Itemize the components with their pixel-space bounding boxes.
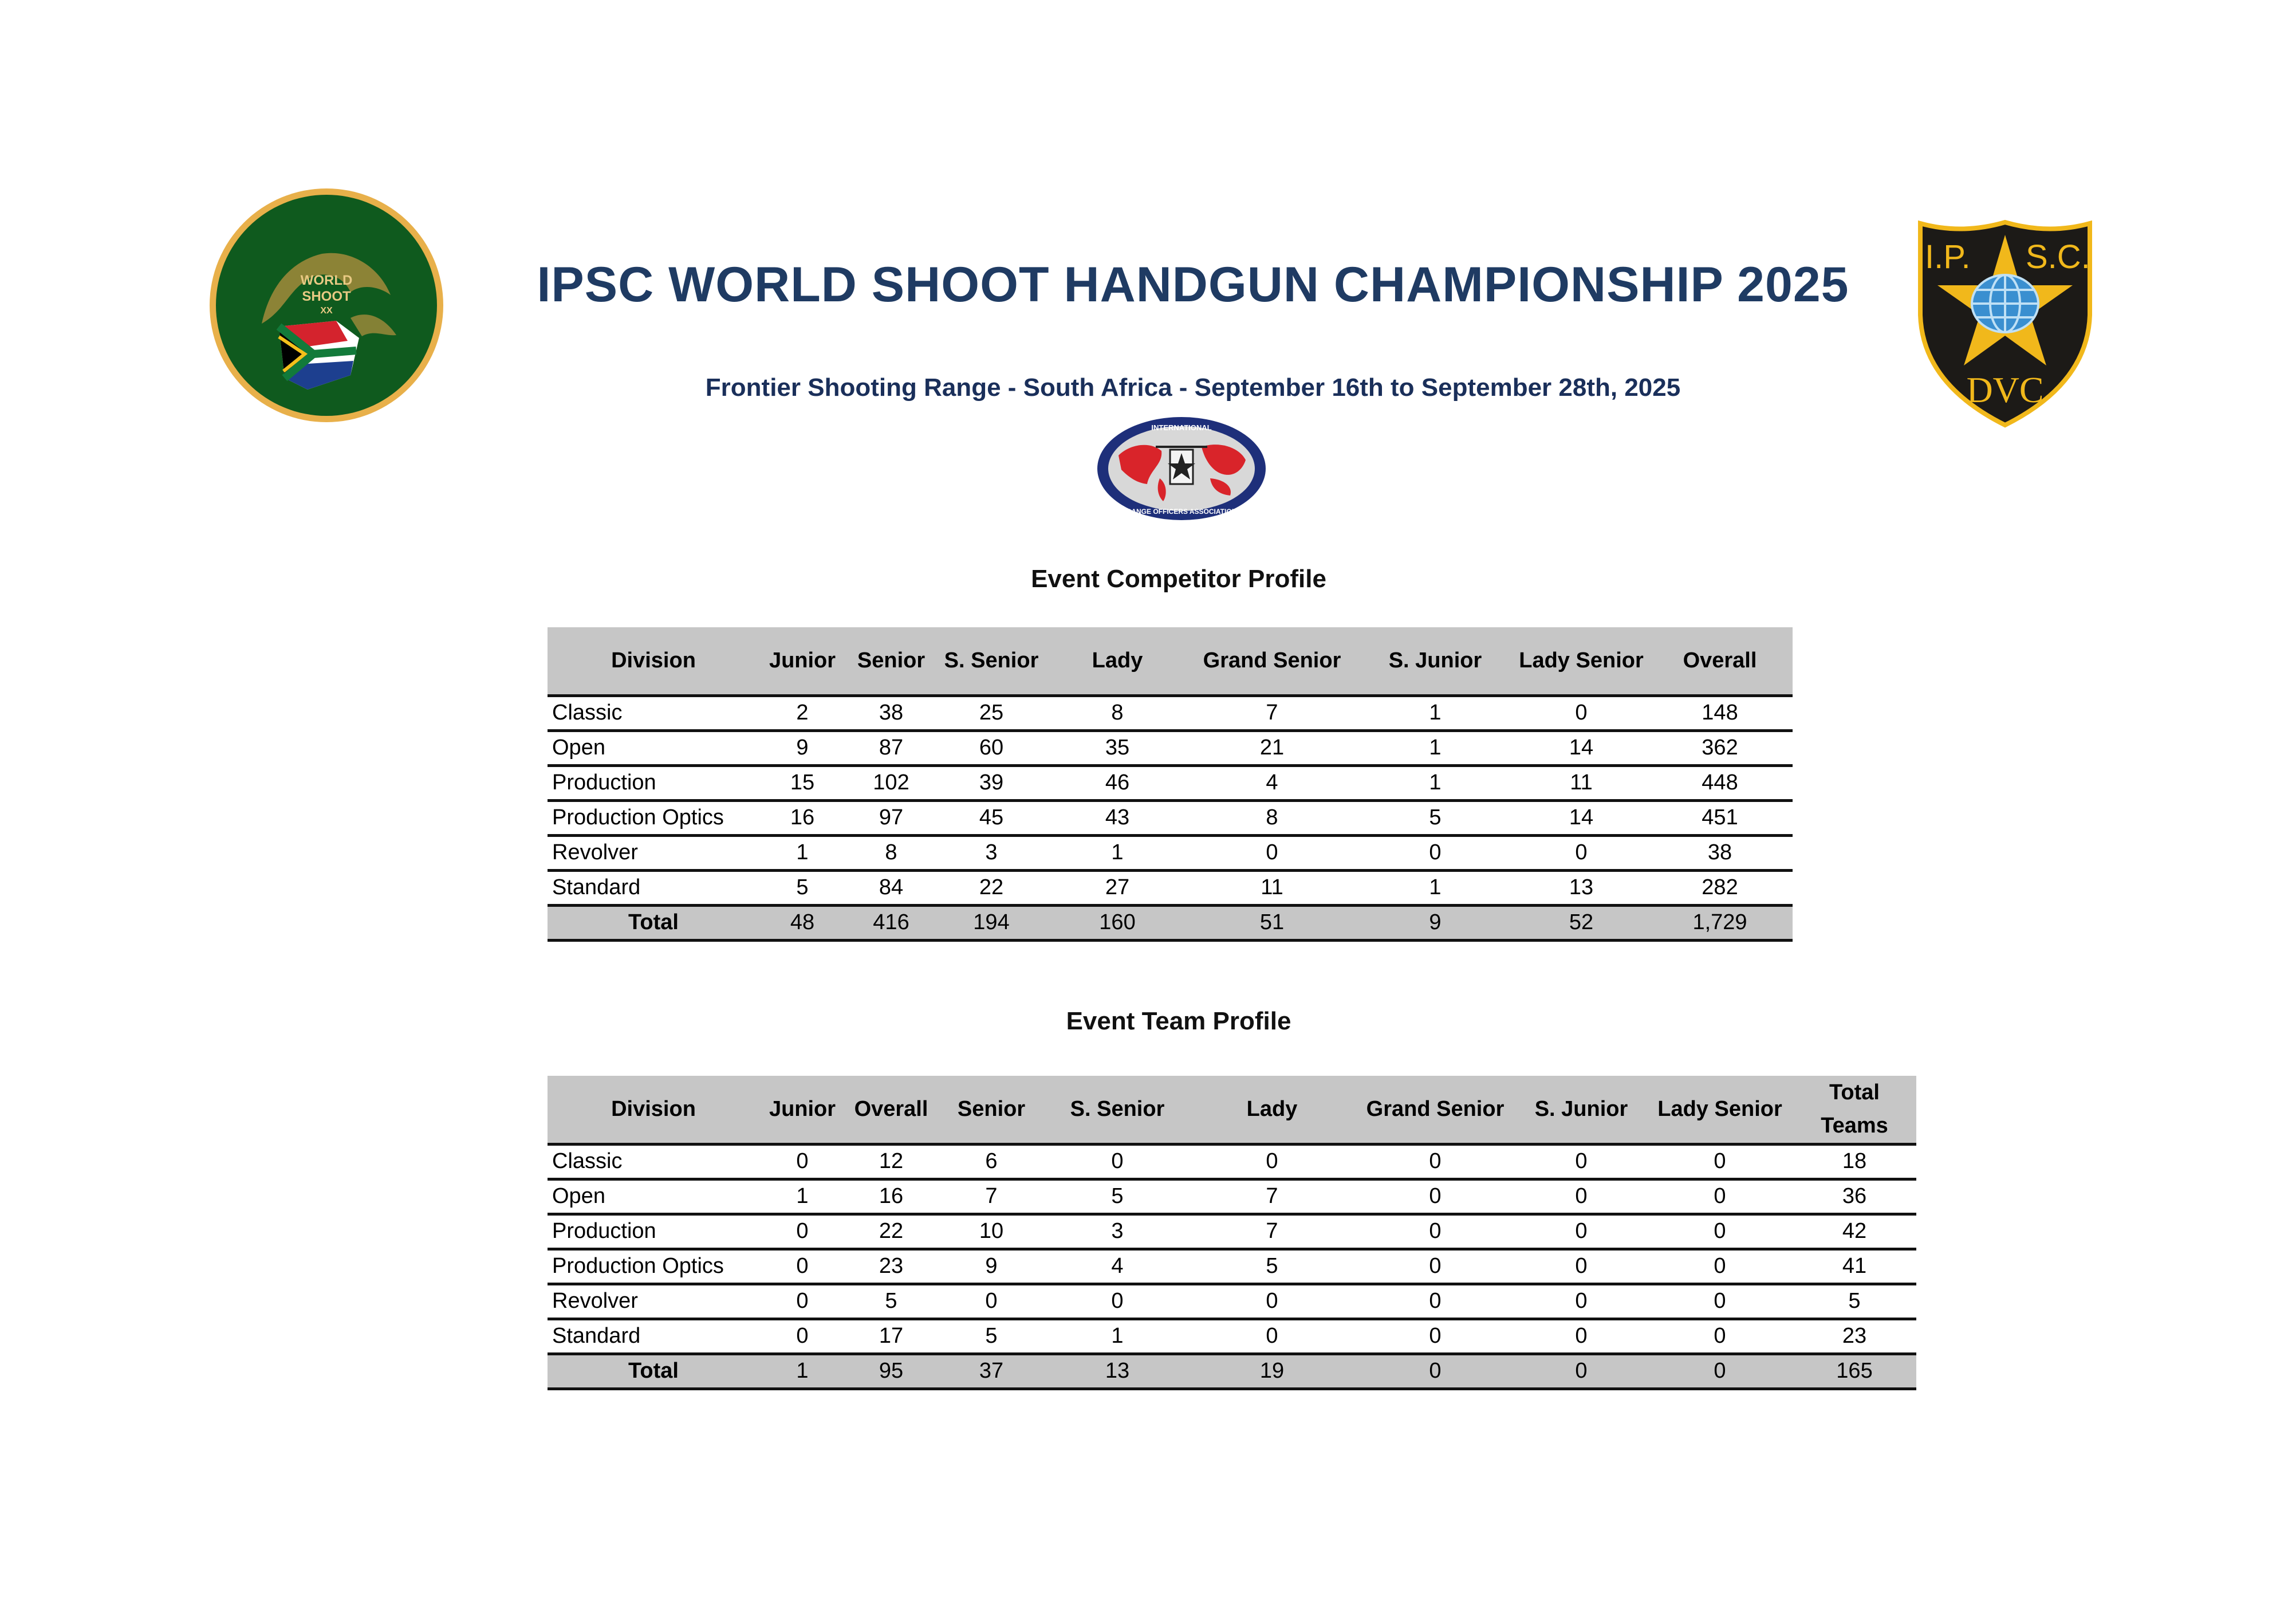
iroa-logo — [1096, 415, 1267, 522]
value-cell: 0 — [759, 1249, 845, 1284]
value-cell: 0 — [1046, 1144, 1189, 1179]
value-cell: 22 — [937, 870, 1046, 905]
total-cell: 9 — [1355, 905, 1515, 940]
value-cell: 0 — [1355, 1319, 1515, 1354]
value-cell: 84 — [845, 870, 937, 905]
column-header: Lady Senior — [1647, 1076, 1793, 1144]
total-cell: 416 — [845, 905, 937, 940]
value-cell: 0 — [1515, 1319, 1647, 1354]
total-cell: 0 — [1647, 1354, 1793, 1389]
svg-text:RANGE OFFICERS ASSOCIATION: RANGE OFFICERS ASSOCIATION — [1126, 508, 1237, 516]
value-cell: 0 — [1647, 1249, 1793, 1284]
value-cell: 102 — [845, 765, 937, 800]
column-header: Grand Senior — [1189, 627, 1355, 695]
total-cell: 1,729 — [1647, 905, 1793, 940]
svg-text:INTERNATIONAL: INTERNATIONAL — [1151, 423, 1212, 432]
value-cell: 0 — [1355, 1214, 1515, 1249]
column-header: Lady Senior — [1515, 627, 1647, 695]
value-cell: 5 — [1355, 800, 1515, 835]
column-header: Junior — [759, 627, 845, 695]
value-cell: 0 — [1515, 835, 1647, 870]
value-cell: 5 — [1046, 1179, 1189, 1214]
value-cell: 0 — [1189, 1319, 1355, 1354]
table-row — [548, 835, 1793, 870]
total-cell: 160 — [1046, 905, 1189, 940]
value-cell: 0 — [1647, 1214, 1793, 1249]
division-cell: Revolver — [548, 835, 759, 870]
division-cell: Open — [548, 730, 759, 765]
value-cell: 0 — [759, 1214, 845, 1249]
value-cell: 0 — [1189, 1284, 1355, 1319]
svg-text:SHOOT: SHOOT — [302, 289, 351, 304]
value-cell: 14 — [1515, 730, 1647, 765]
value-cell: 0 — [1647, 1144, 1793, 1179]
value-cell: 14 — [1515, 800, 1647, 835]
value-cell: 41 — [1793, 1249, 1916, 1284]
value-cell: 23 — [1793, 1319, 1916, 1354]
table-row — [548, 1214, 1916, 1249]
value-cell: 0 — [759, 1144, 845, 1179]
division-cell: Open — [548, 1179, 759, 1214]
value-cell: 7 — [1189, 1179, 1355, 1214]
table-row — [548, 765, 1793, 800]
total-cell: 13 — [1046, 1354, 1189, 1389]
division-cell: Production — [548, 1214, 759, 1249]
value-cell: 282 — [1647, 870, 1793, 905]
value-cell: 42 — [1793, 1214, 1916, 1249]
value-cell: 5 — [759, 870, 845, 905]
value-cell: 4 — [1046, 1249, 1189, 1284]
total-cell: 0 — [1355, 1354, 1515, 1389]
total-cell: 0 — [1515, 1354, 1647, 1389]
division-cell: Production Optics — [548, 800, 759, 835]
value-cell: 362 — [1647, 730, 1793, 765]
table-row — [548, 1319, 1916, 1354]
value-cell: 1 — [759, 835, 845, 870]
svg-text:WORLD: WORLD — [300, 273, 353, 288]
column-header: Junior — [759, 1076, 845, 1144]
division-cell: Standard — [548, 1319, 759, 1354]
total-cell: 37 — [937, 1354, 1046, 1389]
value-cell: 5 — [937, 1319, 1046, 1354]
value-cell: 9 — [937, 1249, 1046, 1284]
value-cell: 0 — [1515, 695, 1647, 730]
column-header: S. Senior — [937, 627, 1046, 695]
value-cell: 1 — [759, 1179, 845, 1214]
value-cell: 45 — [937, 800, 1046, 835]
table-row — [548, 730, 1793, 765]
total-cell: 48 — [759, 905, 845, 940]
column-header: S. Senior — [1046, 1076, 1189, 1144]
value-cell: 46 — [1046, 765, 1189, 800]
svg-text:I.P.: I.P. — [1925, 238, 1971, 276]
value-cell: 15 — [759, 765, 845, 800]
value-cell: 0 — [759, 1319, 845, 1354]
column-header: Division — [548, 1076, 759, 1144]
value-cell: 0 — [1046, 1284, 1189, 1319]
total-cell: 165 — [1793, 1354, 1916, 1389]
competitor-profile-table — [548, 627, 1793, 942]
value-cell: 43 — [1046, 800, 1189, 835]
value-cell: 87 — [845, 730, 937, 765]
value-cell: 8 — [1046, 695, 1189, 730]
value-cell: 0 — [1355, 1249, 1515, 1284]
value-cell: 0 — [1647, 1319, 1793, 1354]
value-cell: 451 — [1647, 800, 1793, 835]
value-cell: 0 — [1515, 1179, 1647, 1214]
team-profile-table — [548, 1076, 1916, 1390]
value-cell: 0 — [1355, 1284, 1515, 1319]
value-cell: 1 — [1355, 765, 1515, 800]
value-cell: 11 — [1515, 765, 1647, 800]
table-row — [548, 870, 1793, 905]
column-header: Grand Senior — [1355, 1076, 1515, 1144]
value-cell: 148 — [1647, 695, 1793, 730]
column-header: S. Junior — [1515, 1076, 1647, 1144]
table-row — [548, 1249, 1916, 1284]
table-row — [548, 695, 1793, 730]
table-row — [548, 1284, 1916, 1319]
value-cell: 1 — [1355, 730, 1515, 765]
value-cell: 1 — [1046, 835, 1189, 870]
svg-text:S.C.: S.C. — [2026, 238, 2090, 276]
value-cell: 60 — [937, 730, 1046, 765]
value-cell: 0 — [1515, 1249, 1647, 1284]
page-title: IPSC WORLD SHOOT HANDGUN CHAMPIONSHIP 2025 — [537, 257, 1849, 312]
division-cell: Classic — [548, 695, 759, 730]
team-profile-title: Event Team Profile — [1066, 1007, 1291, 1035]
page-subtitle: Frontier Shooting Range - South Africa - September 16th to September 28th, 2025 — [705, 373, 1681, 402]
value-cell: 7 — [1189, 1214, 1355, 1249]
value-cell: 0 — [1355, 1144, 1515, 1179]
column-header: S. Junior — [1355, 627, 1515, 695]
value-cell: 1 — [1046, 1319, 1189, 1354]
total-cell: 95 — [845, 1354, 937, 1389]
value-cell: 1 — [1355, 870, 1515, 905]
value-cell: 5 — [845, 1284, 937, 1319]
table-row — [548, 1179, 1916, 1214]
value-cell: 7 — [1189, 695, 1355, 730]
value-cell: 22 — [845, 1214, 937, 1249]
table-header-row — [548, 627, 1793, 695]
value-cell: 38 — [845, 695, 937, 730]
value-cell: 2 — [759, 695, 845, 730]
value-cell: 9 — [759, 730, 845, 765]
total-cell: 51 — [1189, 905, 1355, 940]
competitor-profile-title: Event Competitor Profile — [1031, 565, 1326, 593]
value-cell: 5 — [1189, 1249, 1355, 1284]
value-cell: 17 — [845, 1319, 937, 1354]
value-cell: 12 — [845, 1144, 937, 1179]
division-cell: Standard — [548, 870, 759, 905]
total-cell: 194 — [937, 905, 1046, 940]
column-header: Overall — [845, 1076, 937, 1144]
value-cell: 0 — [759, 1284, 845, 1319]
table-row — [548, 1144, 1916, 1179]
table-header-row — [548, 1076, 1916, 1144]
value-cell: 25 — [937, 695, 1046, 730]
value-cell: 23 — [845, 1249, 937, 1284]
value-cell: 0 — [1515, 1144, 1647, 1179]
total-row — [548, 1354, 1916, 1389]
value-cell: 18 — [1793, 1144, 1916, 1179]
division-cell: Revolver — [548, 1284, 759, 1319]
svg-text:DVC: DVC — [1966, 369, 2044, 410]
column-header: Lady — [1046, 627, 1189, 695]
total-cell: 1 — [759, 1354, 845, 1389]
value-cell: 16 — [759, 800, 845, 835]
total-label: Total — [548, 1354, 759, 1389]
value-cell: 0 — [1189, 1144, 1355, 1179]
value-cell: 39 — [937, 765, 1046, 800]
value-cell: 38 — [1647, 835, 1793, 870]
iroa-range-officers-logo-icon — [1096, 415, 1267, 522]
value-cell: 448 — [1647, 765, 1793, 800]
table-row — [548, 800, 1793, 835]
total-cell: 52 — [1515, 905, 1647, 940]
value-cell: 35 — [1046, 730, 1189, 765]
value-cell: 16 — [845, 1179, 937, 1214]
value-cell: 1 — [1355, 695, 1515, 730]
value-cell: 11 — [1189, 870, 1355, 905]
column-header: Senior — [937, 1076, 1046, 1144]
value-cell: 10 — [937, 1214, 1046, 1249]
value-cell: 0 — [1515, 1284, 1647, 1319]
column-header: Division — [548, 627, 759, 695]
value-cell: 0 — [1647, 1284, 1793, 1319]
value-cell: 3 — [937, 835, 1046, 870]
value-cell: 0 — [1647, 1179, 1793, 1214]
value-cell: 0 — [1189, 835, 1355, 870]
column-header: Senior — [845, 627, 937, 695]
value-cell: 5 — [1793, 1284, 1916, 1319]
svg-text:XX: XX — [320, 306, 333, 316]
value-cell: 36 — [1793, 1179, 1916, 1214]
value-cell: 6 — [937, 1144, 1046, 1179]
division-cell: Production — [548, 765, 759, 800]
column-header: Overall — [1647, 627, 1793, 695]
value-cell: 4 — [1189, 765, 1355, 800]
division-cell: Production Optics — [548, 1249, 759, 1284]
value-cell: 3 — [1046, 1214, 1189, 1249]
value-cell: 0 — [1355, 835, 1515, 870]
value-cell: 7 — [937, 1179, 1046, 1214]
value-cell: 27 — [1046, 870, 1189, 905]
total-row — [548, 905, 1793, 940]
value-cell: 8 — [845, 835, 937, 870]
total-cell: 19 — [1189, 1354, 1355, 1389]
value-cell: 21 — [1189, 730, 1355, 765]
column-header: Total Teams — [1793, 1076, 1916, 1144]
total-label: Total — [548, 905, 759, 940]
value-cell: 97 — [845, 800, 937, 835]
value-cell: 8 — [1189, 800, 1355, 835]
value-cell: 0 — [937, 1284, 1046, 1319]
value-cell: 0 — [1355, 1179, 1515, 1214]
value-cell: 13 — [1515, 870, 1647, 905]
column-header: Lady — [1189, 1076, 1355, 1144]
division-cell: Classic — [548, 1144, 759, 1179]
value-cell: 0 — [1515, 1214, 1647, 1249]
